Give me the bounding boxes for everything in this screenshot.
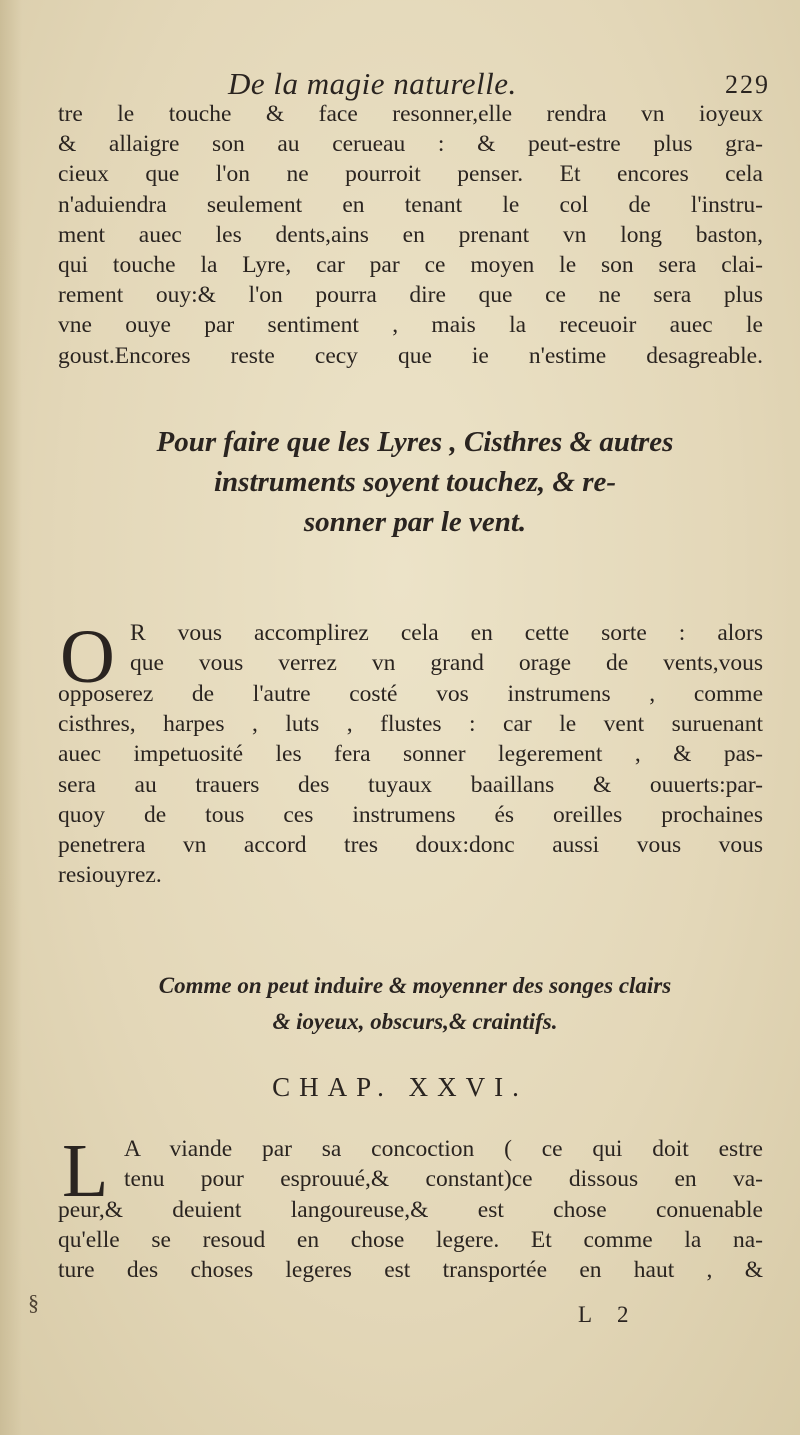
paragraph-2-indented xyxy=(130,618,763,678)
text-line: tenu pour esprouué,& constant)ce dissous en va- xyxy=(124,1166,763,1193)
text-line: & allaigre son au cerueau : & peut-estre plus gra- xyxy=(58,131,763,158)
section-heading-1 xyxy=(70,422,760,542)
text-line: auec impetuosité les fera sonner legerement , & pas- xyxy=(58,741,763,768)
paragraph-3 xyxy=(58,1195,763,1286)
heading-line: instruments soyent touchez, & re- xyxy=(213,466,617,498)
paragraph-2 xyxy=(58,679,763,890)
page-number: 229 xyxy=(725,70,770,99)
paragraph-1 xyxy=(58,99,763,371)
text-line: goust.Encores reste cecy que ie n'estime desagreable. xyxy=(58,342,763,369)
heading-line: Pour faire que les Lyres , Cisthres & autres xyxy=(156,426,674,458)
text-line: cieux que l'on ne pourroit penser. Et encores cela xyxy=(58,161,763,188)
text-line: rement ouy:& l'on pourra dire que ce ne sera plus xyxy=(58,282,763,309)
spine-shadow xyxy=(0,0,22,1435)
text-line: ment auec les dents,ains en prenant vn long baston, xyxy=(58,221,763,248)
text-line: qui touche la Lyre, car par ce moyen le son sera clai- xyxy=(58,252,763,279)
text-line: ture des choses legeres est transportée en haut , & xyxy=(58,1257,763,1284)
paragraph-3-indented xyxy=(124,1134,763,1194)
text-line: resiouyrez. xyxy=(58,862,162,889)
signature-mark: L 2 xyxy=(578,1302,639,1327)
text-line: penetrera vn accord tres doux:donc aussi vous vous xyxy=(58,832,763,859)
text-line: peur,& deuient langoureuse,& est chose conuenable xyxy=(58,1197,763,1223)
chapter-heading: CHAP. XXVI. xyxy=(272,1072,528,1102)
text-line: opposerez de l'autre costé vos instrumens , comme xyxy=(58,681,763,707)
text-line: n'aduiendra seulement en tenant le col de l'instru- xyxy=(58,191,763,218)
margin-mark: § xyxy=(28,1290,39,1315)
text-line: R vous accomplirez cela en cette sorte : alors xyxy=(130,620,763,646)
section-heading-2 xyxy=(70,968,760,1040)
text-line: quoy de tous ces instrumens és oreilles prochaines xyxy=(58,801,763,828)
text-line: tre le touche & face resonner,elle rendra vn ioyeux xyxy=(58,101,763,127)
drop-cap: O xyxy=(60,615,115,699)
drop-cap: L xyxy=(62,1129,109,1213)
heading-line: sonner par le vent. xyxy=(303,506,527,538)
text-line: cisthres, harpes , luts , flustes : car le vent suruenant xyxy=(58,711,763,738)
text-line: vne ouye par sentiment , mais la receuoir auec le xyxy=(58,312,763,339)
heading-line: Comme on peut induire & moyenner des songes clairs xyxy=(158,973,672,998)
heading-line: & ioyeux, obscurs,& craintifs. xyxy=(272,1009,558,1034)
running-title: De la magie naturelle. xyxy=(228,66,517,101)
text-line: sera au trauers des tuyaux baaillans & ouuerts:par- xyxy=(58,771,763,798)
text-line: que vous verrez vn grand orage de vents,vous xyxy=(130,650,763,677)
text-line: A viande par sa concoction ( ce qui doit estre xyxy=(124,1136,763,1162)
text-line: qu'elle se resoud en chose legere. Et comme la na- xyxy=(58,1227,763,1254)
